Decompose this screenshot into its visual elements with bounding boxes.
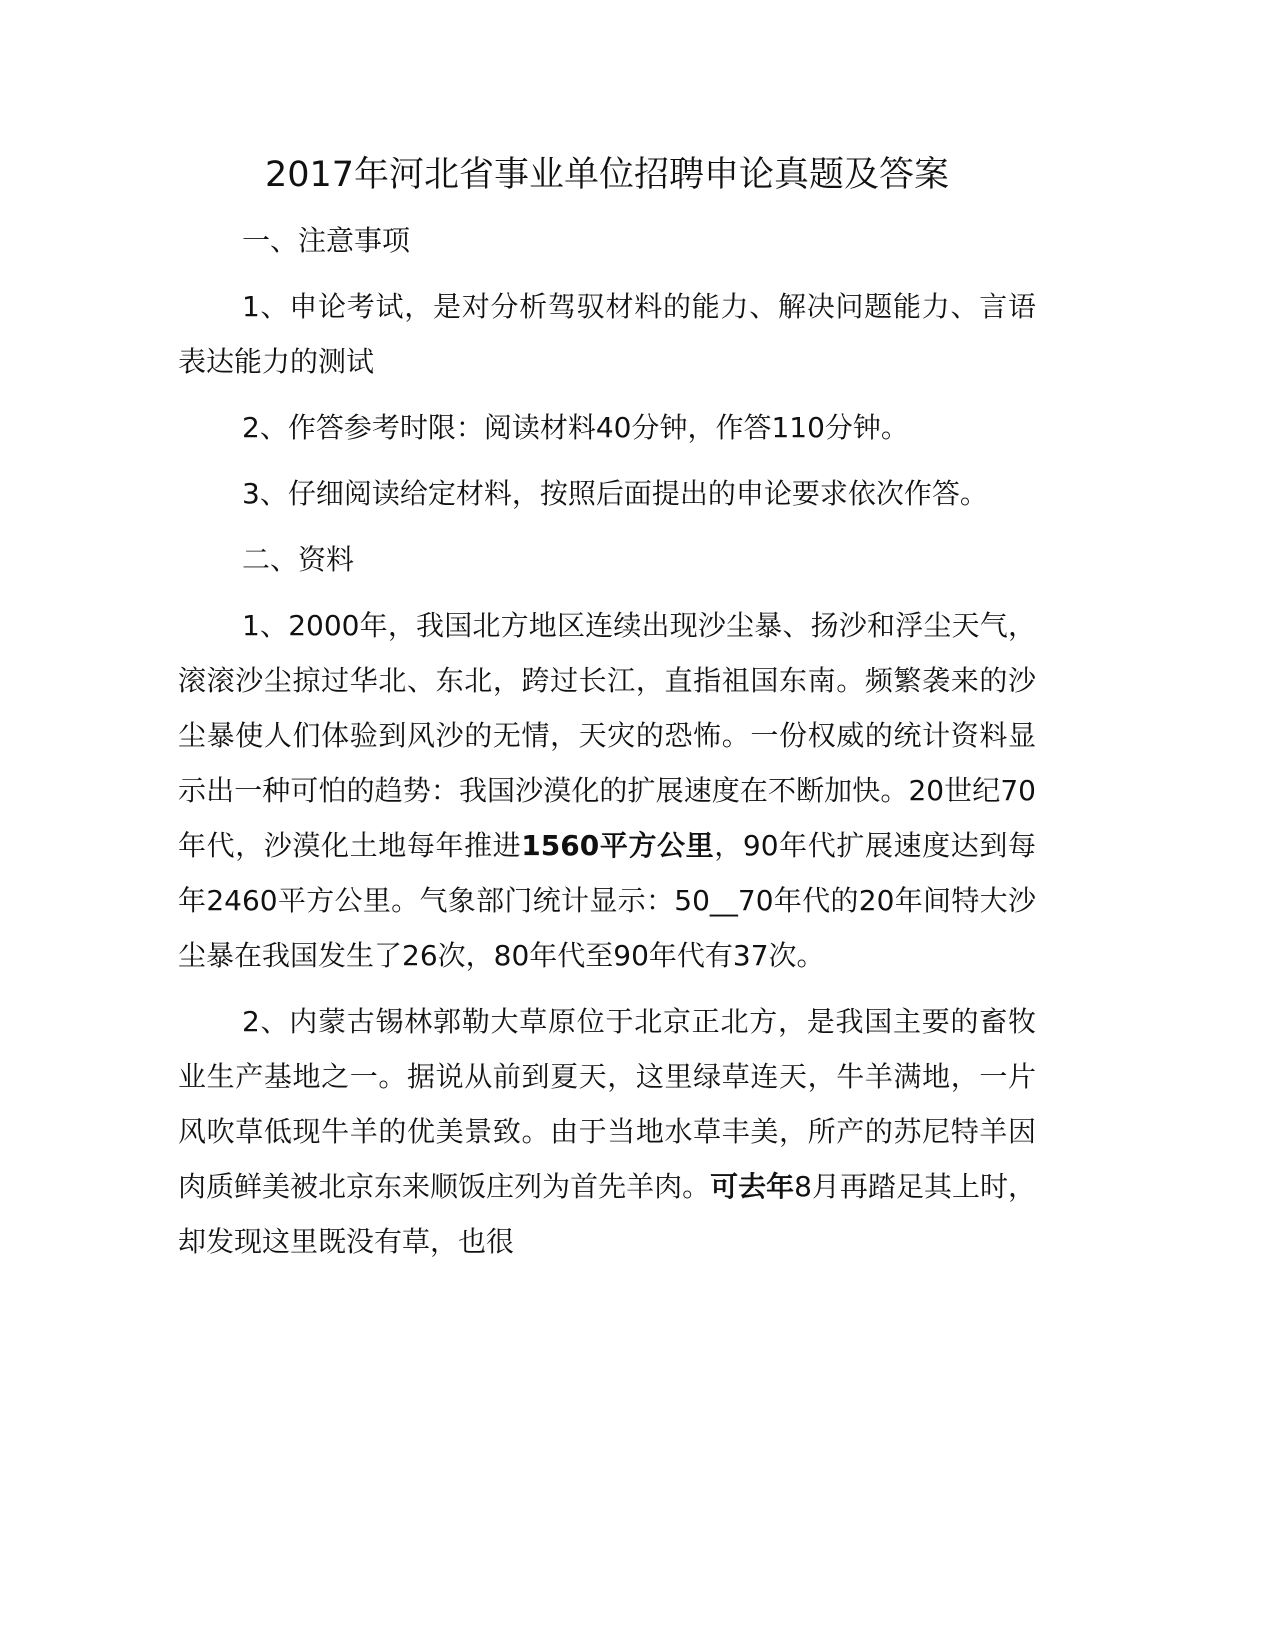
material-2-text-a: 2、内蒙古锡林郭勒大草原位于北京正北方，是我国主要的畜牧业生产基地之一。据说从前到夏天，这里绿草连天，牛羊满地，一片风吹草低现牛羊的优美景致。由于当地水草丰美，所产的苏尼特羊因肉质鲜美被北京东来顺饭庄列为首先羊肉。 [178, 1005, 1036, 1203]
document-page [178, 145, 1036, 1280]
section-heading-materials: 二、资料 [242, 543, 355, 576]
material-1-bold-text: 1560平方公里 [521, 829, 715, 862]
note-item-3: 3、仔细阅读给定材料，按照后面提出的申论要求依次作答。 [242, 477, 988, 510]
material-paragraph-1 [178, 598, 1036, 983]
note-item-2: 2、作答参考时限：阅读材料40分钟，作答110分钟。 [242, 411, 909, 444]
material-2-text-b: 8月再踏足其上时，却发现这里既没有草，也很 [178, 1170, 1036, 1258]
document-title: 2017年河北省事业单位招聘申论真题及答案 [264, 155, 950, 195]
note-item-1: 1、申论考试，是对分析驾驭材料的能力、解决问题能力、言语表达能力的测试 [178, 290, 1036, 378]
section-heading-notes: 一、注意事项 [242, 224, 411, 257]
material-1-text-a: 1、2000年，我国北方地区连续出现沙尘暴、扬沙和浮尘天气，滚滚沙尘掠过华北、东北，跨过长江，直指祖国东南。频繁袭来的沙尘暴使人们体验到风沙的无情，天灾的恐怖。一份权威的统计资料显示出一种可怕的趋势：我国沙漠化的扩展速度在不断加快。20世纪70年代，沙漠化土地每年推进 [178, 609, 1036, 862]
material-1-text-b: ，90年代扩展速度达到每年2460平方公里。气象部门统计显示：50__70年代的20年间特大沙尘暴在我国发生了26次，80年代至90年代有37次。 [178, 829, 1036, 972]
material-2-bold-text: 可去年 [710, 1170, 795, 1203]
material-paragraph-2 [178, 994, 1036, 1269]
